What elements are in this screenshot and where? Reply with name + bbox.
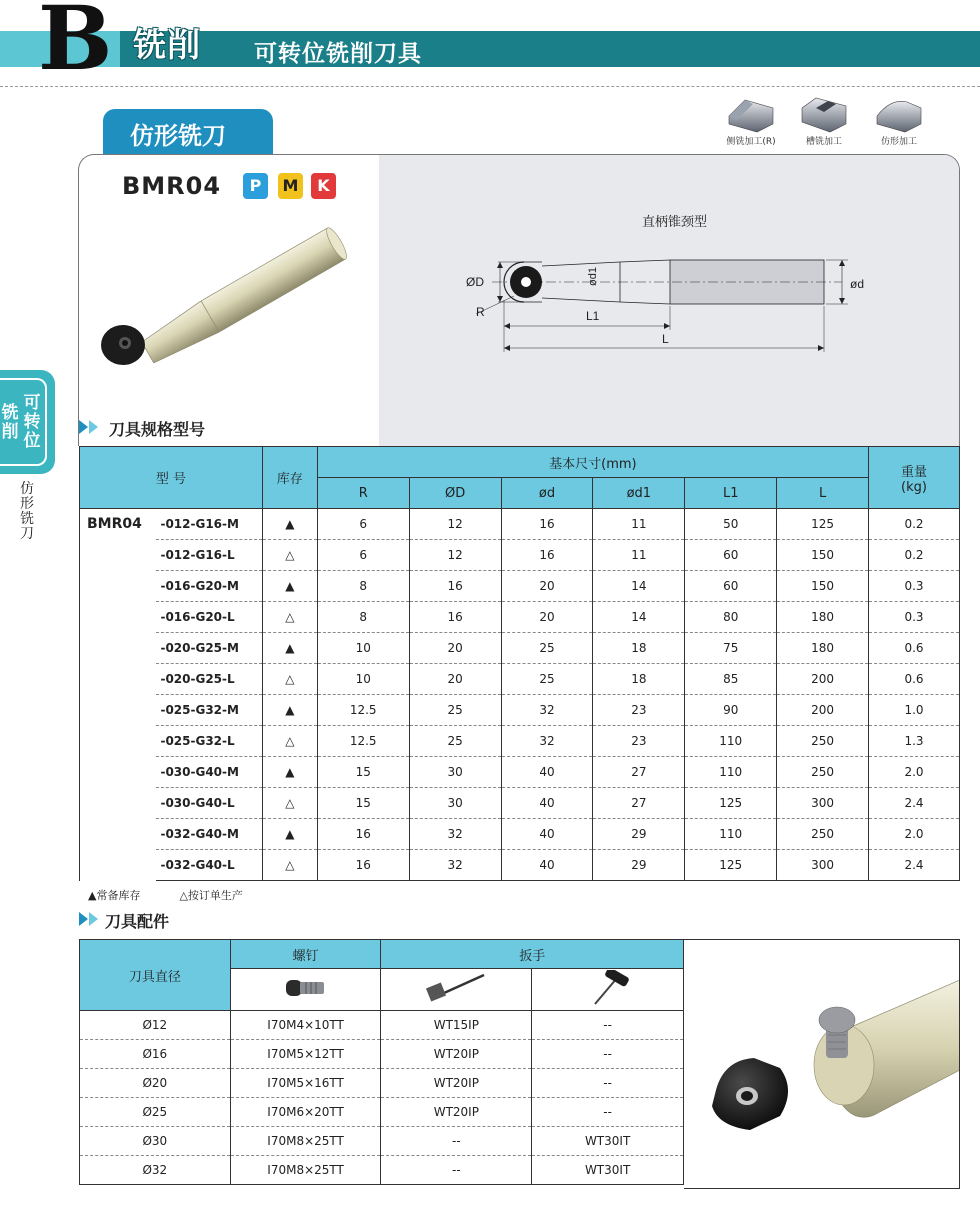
cell-L1: 110 [685,757,777,788]
cell-L1: 50 [685,509,777,540]
cell-w: 0.2 [869,540,960,571]
spec-row [80,757,960,788]
insert-and-tool-photo [684,940,960,1189]
weight-unit: (kg) [901,479,927,495]
cell-dia: Ø25 [80,1098,231,1127]
cell-L1: 60 [685,540,777,571]
material-badge-p: P [243,173,268,199]
spec-row [80,819,960,850]
cell-stock: ▲ [262,509,317,540]
slot-milling-icon [798,94,850,134]
cell-R: 15 [317,788,409,819]
dim-label-L1: L1 [586,309,600,323]
accessory-photo [684,939,960,1189]
model-code: -025-G32-L [156,726,262,757]
cell-w1: -- [381,1156,532,1185]
machining-slot-milling [793,94,855,147]
cell-R: 12.5 [317,695,409,726]
cell-D: 16 [409,571,501,602]
cell-d: 32 [501,695,593,726]
cell-d1: 29 [593,819,685,850]
spec-row [80,788,960,819]
cell-w1: WT20IP [381,1098,532,1127]
cell-stock: ▲ [262,757,317,788]
model-code: -025-G32-M [156,695,262,726]
cell-R: 12.5 [317,726,409,757]
model-code: -012-G16-M [156,509,262,540]
accessory-row [80,1069,684,1098]
cell-d1: 18 [593,664,685,695]
cell-R: 16 [317,819,409,850]
cell-stock: ▲ [262,819,317,850]
cell-d: 40 [501,819,593,850]
side-milling-icon [725,94,777,134]
side-tab-line1: 可转位 [23,393,41,451]
cell-w: 2.4 [869,850,960,881]
col-header-L: L [777,478,869,509]
model-code: -020-G25-M [156,633,262,664]
cell-screw: I70M6×20TT [230,1098,381,1127]
col-header-d1: ød1 [593,478,685,509]
cell-w: 2.0 [869,757,960,788]
machining-label: 侧铣加工(R) [726,137,776,147]
cell-D: 30 [409,788,501,819]
cell-stock: ▲ [262,695,317,726]
cell-D: 25 [409,726,501,757]
col-header-R: R [317,478,409,509]
cell-stock: △ [262,788,317,819]
material-badge-k: K [311,173,336,199]
cell-stock: △ [262,726,317,757]
double-arrow-icon [79,419,103,435]
cell-screw: I70M5×12TT [230,1040,381,1069]
col-header-D: ØD [409,478,501,509]
cell-w2: -- [532,1069,684,1098]
cell-D: 32 [409,819,501,850]
accessory-heading: 刀具配件 [105,912,170,931]
cell-stock: △ [262,850,317,881]
spec-row [80,633,960,664]
cell-R: 15 [317,757,409,788]
cell-L: 200 [777,695,869,726]
cell-d: 25 [501,664,593,695]
cell-w2: WT30IT [532,1156,684,1185]
cell-stock: △ [262,602,317,633]
cell-w: 1.3 [869,726,960,757]
cell-w1: -- [381,1127,532,1156]
cell-L1: 90 [685,695,777,726]
cell-D: 30 [409,757,501,788]
model-code: -016-G20-L [156,602,262,633]
cell-d: 40 [501,788,593,819]
dim-label-R: R [476,305,485,319]
accessory-row [80,1040,684,1069]
legend-stock: ▲常备库存 [88,889,141,902]
chapter-letter: B [38,0,113,90]
cell-w1: WT20IP [381,1040,532,1069]
diagram-title: 直柄锥颈型 [642,215,708,230]
cell-d1: 27 [593,788,685,819]
cell-L1: 110 [685,726,777,757]
cell-d1: 23 [593,695,685,726]
cell-L1: 60 [685,571,777,602]
cell-d: 25 [501,633,593,664]
cell-d1: 11 [593,509,685,540]
cell-w: 0.3 [869,602,960,633]
side-tab-line2: 铣削 [1,403,19,442]
spec-row [80,509,960,540]
col-header-L1: L1 [685,478,777,509]
cell-L1: 125 [685,788,777,819]
chapter-subtitle: 可转位铣削刀具 [254,41,422,67]
accessory-row [80,1098,684,1127]
cell-dia: Ø16 [80,1040,231,1069]
cell-D: 20 [409,633,501,664]
spec-row [80,664,960,695]
stock-legend [88,887,243,903]
model-code: -016-G20-M [156,571,262,602]
cell-D: 12 [409,509,501,540]
cell-screw: I70M4×10TT [230,1011,381,1040]
cell-L: 250 [777,819,869,850]
cell-d1: 11 [593,540,685,571]
model-code: -030-G40-M [156,757,262,788]
model-prefix: BMR04 [80,509,157,881]
material-badge-m: M [278,173,303,199]
machining-label: 仿形加工 [880,137,917,147]
header-divider [0,86,980,87]
cell-L: 300 [777,788,869,819]
cell-D: 25 [409,695,501,726]
cell-stock: ▲ [262,571,317,602]
cell-w: 0.6 [869,633,960,664]
cell-d1: 18 [593,633,685,664]
cell-w2: -- [532,1040,684,1069]
cell-R: 16 [317,850,409,881]
cell-w2: -- [532,1011,684,1040]
wrench-t-image-cell [532,969,684,1011]
cell-L1: 110 [685,819,777,850]
cell-d: 40 [501,757,593,788]
accessory-row [80,1011,684,1040]
cell-screw: I70M5×16TT [230,1069,381,1098]
machining-label: 槽铣加工 [805,137,842,147]
cell-w: 0.6 [869,664,960,695]
cell-D: 32 [409,850,501,881]
cell-w2: -- [532,1098,684,1127]
cell-L: 180 [777,633,869,664]
spec-row [80,540,960,571]
side-tab-subcategory: 仿形铣刀 [20,481,34,542]
product-model: BMR04 [122,172,222,200]
cell-d: 20 [501,571,593,602]
cell-dia: Ø32 [80,1156,231,1185]
spec-row [80,695,960,726]
cell-screw: I70M8×25TT [230,1127,381,1156]
cell-dia: Ø30 [80,1127,231,1156]
col-header-screw: 螺钉 [230,940,381,969]
cell-w: 0.3 [869,571,960,602]
model-code: -032-G40-M [156,819,262,850]
spec-row [80,850,960,881]
dim-label-D: ØD [466,275,484,289]
weight-label: 重量 [901,464,928,480]
col-header-d: ød [501,478,593,509]
cell-L1: 75 [685,633,777,664]
cell-w2: WT30IT [532,1127,684,1156]
col-header-basic-dims: 基本尺寸(mm) [317,447,868,478]
section-title: 仿形铣刀 [130,122,226,150]
cell-D: 20 [409,664,501,695]
cell-d: 40 [501,850,593,881]
cell-w1: WT15IP [381,1011,532,1040]
cell-R: 8 [317,602,409,633]
spec-row [80,571,960,602]
cell-R: 6 [317,509,409,540]
accessory-row [80,1127,684,1156]
tool-dimension-drawing [462,240,872,360]
cell-w: 1.0 [869,695,960,726]
cell-d1: 27 [593,757,685,788]
cell-d1: 14 [593,571,685,602]
cell-w1: WT20IP [381,1069,532,1098]
col-header-model: 型 号 [80,447,263,509]
model-code: -030-G40-L [156,788,262,819]
cell-stock: ▲ [262,633,317,664]
cell-stock: △ [262,540,317,571]
machining-side-milling [720,94,782,147]
cell-screw: I70M8×25TT [230,1156,381,1185]
cell-w: 0.2 [869,509,960,540]
cell-R: 6 [317,540,409,571]
cell-L: 180 [777,602,869,633]
cell-R: 8 [317,571,409,602]
cell-L1: 125 [685,850,777,881]
double-arrow-icon [79,911,103,927]
model-code: -032-G40-L [156,850,262,881]
machining-profile-milling [868,94,930,147]
cell-d: 20 [501,602,593,633]
t-wrench-icon [583,970,633,1006]
cell-dia: Ø12 [80,1011,231,1040]
model-code: -012-G16-L [156,540,262,571]
dim-label-d: ød [850,277,865,291]
col-header-stock: 库存 [262,447,317,509]
screw-icon [284,975,328,1001]
tool-photo [95,225,365,385]
cell-L: 125 [777,509,869,540]
cell-L1: 85 [685,664,777,695]
l-wrench-icon [424,971,488,1005]
cell-w: 2.4 [869,788,960,819]
cell-w: 2.0 [869,819,960,850]
profile-milling-icon [873,94,925,134]
dim-label-L: L [662,332,669,346]
model-code: -020-G25-L [156,664,262,695]
cell-L: 150 [777,540,869,571]
accessory-table [79,939,684,1185]
col-header-wrench: 扳手 [381,940,684,969]
dim-label-d1: ød1 [587,267,599,286]
spec-table [79,446,960,881]
screw-image-cell [230,969,381,1011]
cell-R: 10 [317,633,409,664]
spec-row [80,726,960,757]
cell-D: 12 [409,540,501,571]
accessory-row [80,1156,684,1185]
legend-order: △按订单生产 [179,889,243,902]
cell-d1: 14 [593,602,685,633]
cell-L: 300 [777,850,869,881]
spec-row [80,602,960,633]
cell-R: 10 [317,664,409,695]
spec-heading: 刀具规格型号 [109,420,206,439]
cell-d: 32 [501,726,593,757]
col-header-diameter: 刀具直径 [80,940,231,1011]
cell-d1: 29 [593,850,685,881]
cell-L: 250 [777,757,869,788]
wrench-l-image-cell [381,969,532,1011]
cell-stock: △ [262,664,317,695]
cell-L: 200 [777,664,869,695]
cell-L: 250 [777,726,869,757]
cell-dia: Ø20 [80,1069,231,1098]
col-header-weight [869,447,960,509]
cell-L1: 80 [685,602,777,633]
cell-L: 150 [777,571,869,602]
cell-d: 16 [501,540,593,571]
cell-d1: 23 [593,726,685,757]
cell-D: 16 [409,602,501,633]
chapter-category: 铣削 [133,25,201,64]
cell-d: 16 [501,509,593,540]
